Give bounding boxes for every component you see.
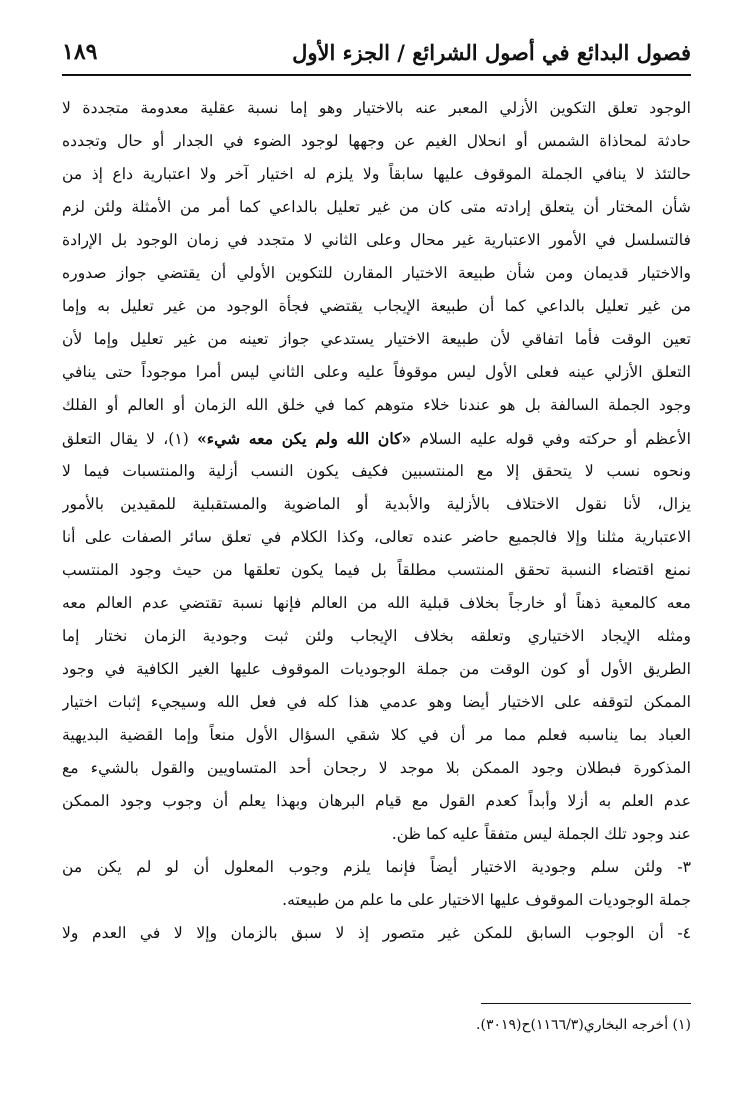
text-line: عند وجود تلك الجملة ليس متفقاً عليه كما ظن. [391, 825, 691, 843]
text-line: حالتئذ لا ينافي الجملة الموقوف عليها سابقاً ولا يلزم له اختيار آخر ولا اعتبارية داع إذ من [62, 165, 691, 183]
text-line: من غير تعليل بالداعي كما أن طبيعة الإيجاب يقتضي فجأة الوجود من غير تعليل به وإما [62, 297, 691, 315]
hadith-quote: «كان الله ولم يكن معه شيء» [197, 429, 412, 448]
text-line: الأعظم أو حركته وفي قوله عليه السلام «كان الله ولم يكن معه شيء» (١)، لا يقال التعلق [62, 429, 691, 448]
page-number: ١٨٩ [62, 39, 98, 65]
text-line: ٣- ولئن سلم وجودية الاختيار أيضاً فإنما يلزم وجوب المعلول أن لو لم يكن من [62, 858, 691, 876]
text-line-hadith [62, 422, 691, 455]
footnote: (١) أخرجه البخاري(١١٦٦/٣)ح(٣٠١٩). [476, 1017, 691, 1033]
text-line: وجود الجملة السالفة بل هو عندنا خلاء متوهم كما في خلق الله الزمان أو العالم أو الفلك [62, 396, 691, 414]
text-line: المذكورة فبطلان وجود الممكن بلا موجد لا رجحان أحد المتساويين والقول بالشيء مع [62, 759, 691, 777]
text-line: تعين الوقت فأما اتفاقي لأن طبيعة الاختيار يستدعي جواز تعينه من غير تعليل وإما لأن [62, 330, 691, 348]
text-line: نمنع اقتضاء النسبة تحقق المنتسب مطلقاً بل فيما يكون تعلقها من حيث وجود المنتسب [62, 561, 691, 579]
footnote-separator [481, 1003, 691, 1004]
text-line: ٤- أن الوجوب السابق للمكن غير متصور إذ لا سبق بالزمان وإلا لا في العدم ولا [62, 924, 691, 942]
text-line: ونحوه نسب لا يتحقق إلا مع المنتسبين فكيف يكون النسب أزلية والمنتسبات فيما لا [62, 462, 691, 480]
text-line: عدم العلم به أزلا وأبداً كعدم القول مع قيام البرهان وبهذا يعلم أن وجوب وجود الممكن [62, 792, 691, 810]
text-line: حادثة لمحاذاة الشمس أو انحلال الغيم عن وجهها لوجود الضوء في الجدار أو حال وتجدده [62, 132, 691, 150]
text-line: الاعتبارية مثلنا وإلا فالجميع حاضر عنده تعالى، وكذا الكلام في تعلق سائر الصفات على أنا [62, 528, 691, 546]
running-title: فصول البدائع في أصول الشرائع / الجزء الأول [292, 39, 691, 65]
main-text [62, 92, 691, 950]
text-line: العباد بما يناسبه فعلم مما مر أن في كلا شقي السؤال الأول منعاً وإما القضية البديهية [62, 726, 691, 744]
text-line: شأن المختار أن يتعلق إرادته متى كان من غير تعليل بالداعي كما أمر من الأمثلة ولئن لزم [62, 198, 691, 216]
text-line: والاختيار قديمان ومن شأن طبيعة الاختيار المقارن للتكوين الأولي أن يقتضي جواز صدوره [62, 264, 691, 282]
text-line: الممكن لتوقفه على الاختيار أيضا وهو عدمي هذا كله في فعل الله وسيجيء إثبات اختيار [62, 693, 691, 711]
text-line: جملة الوجوديات الموقوف عليها الاختيار على ما علم من طبيعته. [282, 891, 691, 909]
text-line: يزال، لأنا نقول الاختلاف بالأزلية والأبدية أو الماضوية والمستقبلية للمقيدين بالأمور [62, 495, 691, 513]
text-line: فالتسلسل في الأمور الاعتبارية غير محال وعلى الثاني لا متجدد في زمان الوجود بل الإرادة [62, 231, 691, 249]
text-line: الطريق الأول أو كون الوقت من جملة الوجوديات الموقوف عليها الغير الكافية في وجود [62, 660, 691, 678]
text-line: ومثله الإيجاد الاختياري وتعلقه بخلاف الإيجاب ولئن ثبت وجودية الزمان نختار إما [62, 627, 691, 645]
text-line: الوجود تعلق التكوين الأزلي المعبر عنه بالاختيار وهو إما نسبة عقلية معدومة متجددة لا [62, 99, 691, 117]
text-line: معه كالمعية ذهناً أو خارجاً بخلاف قبلية الله من العالم فإنها نسبة تقتضي عدم العالم معه [62, 594, 691, 612]
text-line: التعلق الأزلي عينه فعلى الأول ليس موقوفاً عليه وعلى الثاني ليس أمرا موجوداً حتى ينافي [62, 363, 691, 381]
page-header [62, 30, 691, 76]
